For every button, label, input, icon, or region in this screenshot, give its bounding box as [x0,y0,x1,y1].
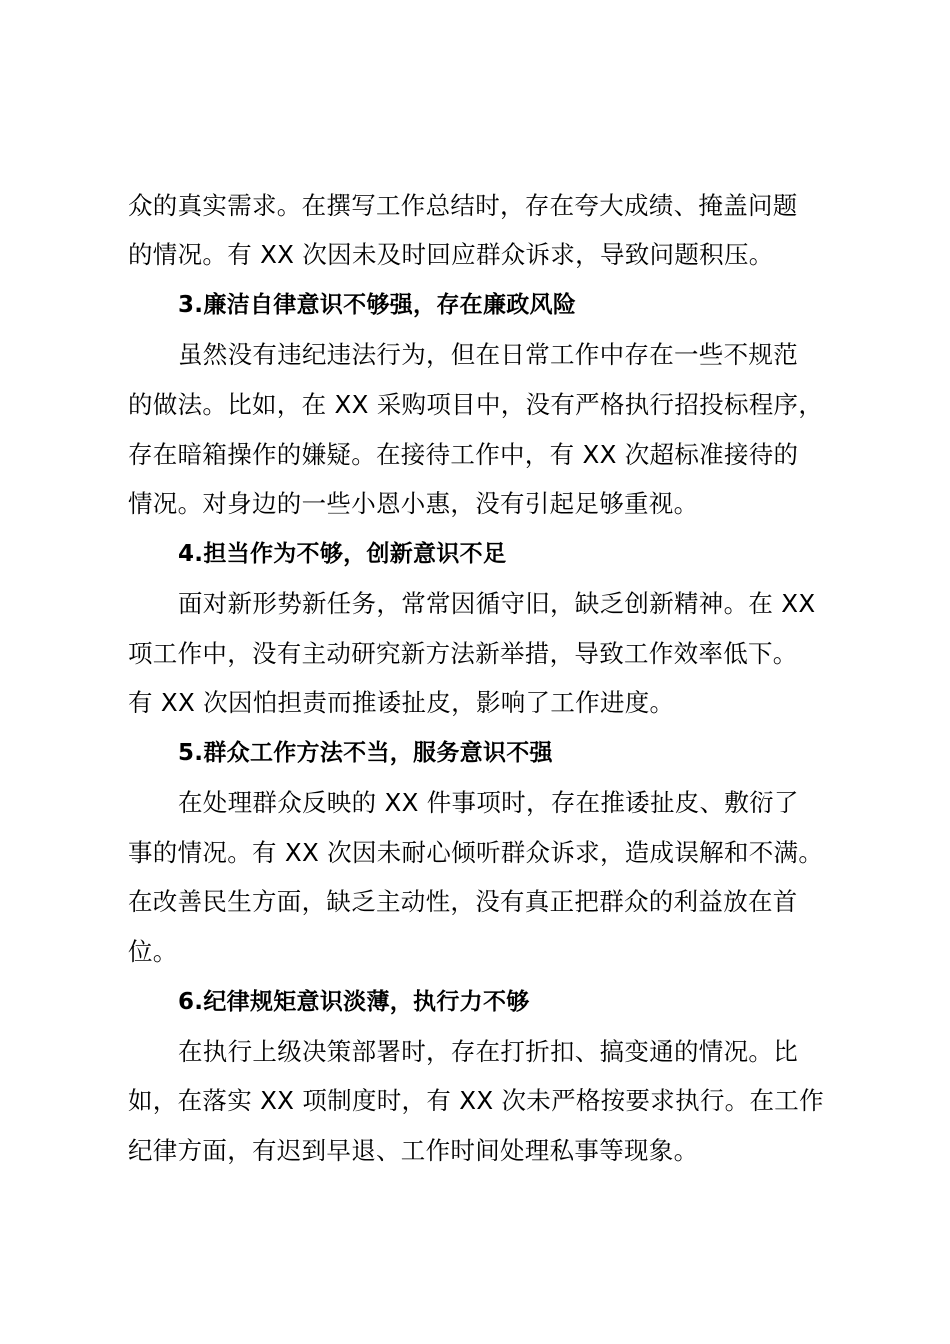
section-heading-4: 4.担当作为不够，创新意识不足 [178,541,507,567]
paragraph-line: 项工作中，没有主动研究新方法新举措，导致工作效率低下。 [128,639,798,668]
paragraph-line: 虽然没有违纪违法行为，但在日常工作中存在一些不规范 [178,340,798,369]
paragraph-line: 的做法。比如，在 XX 采购项目中，没有严格执行招投标程序， [128,390,824,419]
paragraph-line: 众的真实需求。在撰写工作总结时，存在夸大成绩、掩盖问题 [128,191,798,220]
section-heading-6: 6.纪律规矩意识淡薄，执行力不够 [178,989,530,1015]
paragraph-line: 存在暗箱操作的嫌疑。在接待工作中，有 XX 次超标准接待的 [128,440,799,469]
section-heading-5: 5.群众工作方法不当，服务意识不强 [178,740,553,766]
paragraph-line: 事的情况。有 XX 次因未耐心倾听群众诉求，造成误解和不满。 [128,838,824,867]
paragraph-line: 在改善民生方面，缺乏主动性，没有真正把群众的利益放在首 [128,887,798,916]
paragraph-line: 情况。对身边的一些小恩小惠，没有引起足够重视。 [128,489,699,518]
section-heading-3: 3.廉洁自律意识不够强，存在廉政风险 [178,292,577,318]
paragraph-line: 位。 [128,937,178,966]
paragraph-line: 有 XX 次因怕担责而推诿扯皮，影响了工作进度。 [128,688,675,717]
paragraph-line: 的情况。有 XX 次因未及时回应群众诉求，导致问题积压。 [128,240,774,269]
paragraph-line: 面对新形势新任务，常常因循守旧，缺乏创新精神。在 XX [178,589,816,618]
paragraph-line: 如，在落实 XX 项制度时，有 XX 次未严格按要求执行。在工作 [128,1086,824,1115]
paragraph-line: 纪律方面，有迟到早退、工作时间处理私事等现象。 [128,1136,699,1165]
paragraph-line: 在处理群众反映的 XX 件事项时，存在推诿扯皮、敷衍了 [178,788,799,817]
paragraph-line: 在执行上级决策部署时，存在打折扣、搞变通的情况。比 [178,1037,798,1066]
